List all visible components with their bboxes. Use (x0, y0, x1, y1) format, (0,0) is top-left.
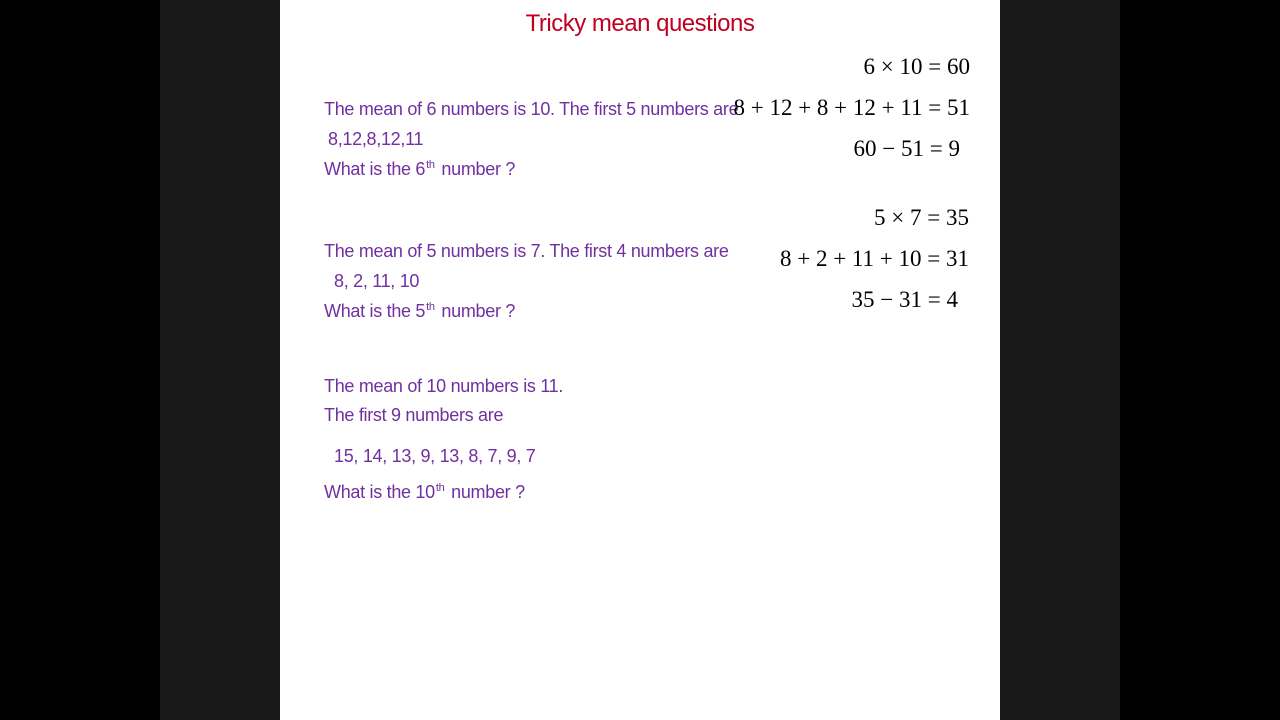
working1-sum-equation: 8 + 12 + 8 + 12 + 11 = 51 (733, 95, 970, 120)
right-letterbox-bar (1000, 0, 1120, 720)
working2-sum-equation: 8 + 2 + 11 + 10 = 31 (779, 246, 969, 271)
question2-ask (324, 301, 515, 324)
question2-statement: The mean of 5 numbers is 7. The first 4 numbers are (324, 241, 729, 261)
question3-ask-prefix: What is the 10 (324, 482, 435, 502)
question1-numbers: 8,12,8,12,11 (328, 129, 424, 149)
question3-ask (324, 482, 525, 505)
question2-ask-superscript: th (426, 301, 435, 313)
question1-ask-prefix: What is the 6 (324, 159, 426, 179)
question1-statement: The mean of 6 numbers is 10. The first 5 numbers are (324, 99, 739, 119)
question1-ask-superscript: th (426, 159, 435, 171)
question3-numbers: 15, 14, 13, 9, 13, 8, 7, 9, 7 (334, 446, 536, 466)
question2-ask-suffix: number ? (436, 301, 516, 321)
question1-ask-suffix: number ? (436, 159, 516, 179)
working2-total-equation: 5 × 7 = 35 (874, 205, 969, 230)
working1-answer-equation: 60 − 51 = 9 (853, 136, 960, 161)
working2-answer-equation: 35 − 31 = 4 (851, 287, 958, 312)
question3-ask-suffix: number ? (446, 482, 525, 502)
slide-title: Tricky mean questions (525, 10, 755, 37)
question1-ask (324, 159, 515, 182)
question3-statement: The mean of 10 numbers is 11. (324, 376, 564, 396)
slide (280, 0, 1000, 720)
question2-numbers: 8, 2, 11, 10 (334, 271, 420, 291)
left-letterbox-bar (160, 0, 280, 720)
question3-ask-superscript: th (435, 482, 445, 494)
working1-total-equation: 6 × 10 = 60 (863, 54, 970, 79)
question2-ask-prefix: What is the 5 (324, 301, 426, 321)
question3-statement-line2: The first 9 numbers are (324, 405, 504, 425)
